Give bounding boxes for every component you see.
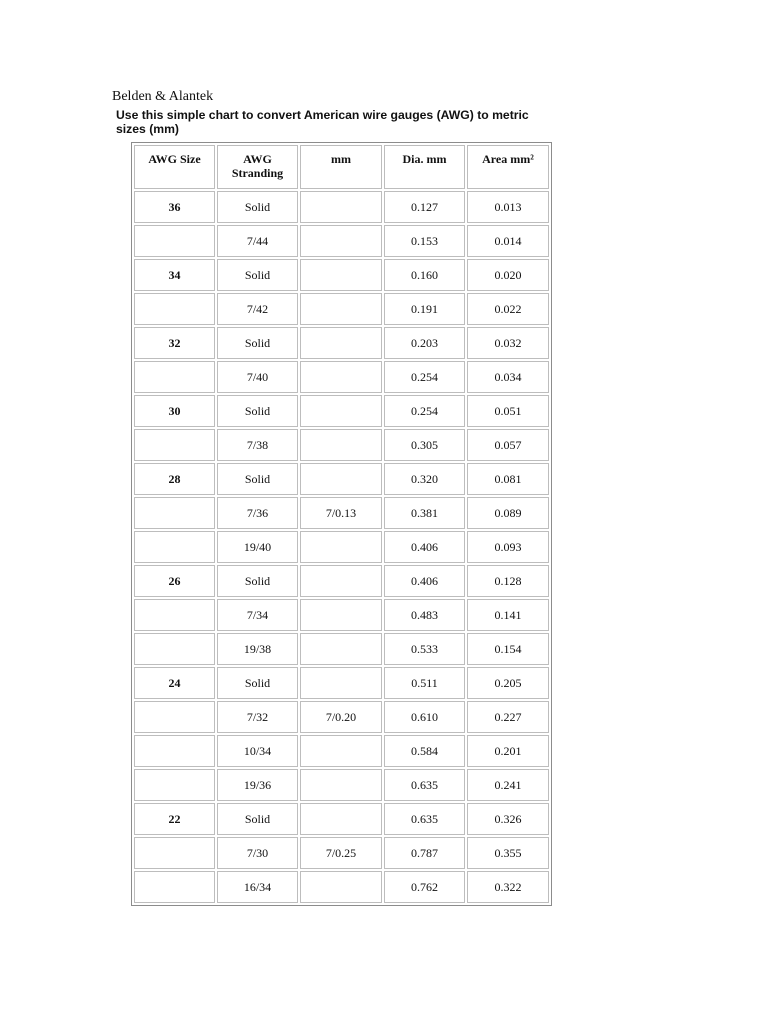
table-row (134, 599, 549, 631)
cell-area-mm2: 0.141 (467, 599, 549, 631)
cell-mm (300, 463, 382, 495)
cell-mm (300, 259, 382, 291)
cell-stranding: Solid (217, 191, 298, 223)
header-awg-stranding (217, 145, 298, 189)
cell-dia-mm: 0.483 (384, 599, 465, 631)
header-mm: mm (300, 145, 382, 189)
table-row (134, 769, 549, 801)
table-row (134, 463, 549, 495)
table-row (134, 667, 549, 699)
cell-awg-size: 32 (134, 327, 215, 359)
cell-mm (300, 769, 382, 801)
cell-area-mm2: 0.154 (467, 633, 549, 665)
cell-awg-size: 22 (134, 803, 215, 835)
cell-dia-mm: 0.584 (384, 735, 465, 767)
table-row (134, 497, 549, 529)
cell-stranding: Solid (217, 327, 298, 359)
cell-awg-size: 26 (134, 565, 215, 597)
cell-awg-size (134, 225, 215, 257)
cell-mm (300, 633, 382, 665)
cell-area-mm2: 0.227 (467, 701, 549, 733)
cell-awg-size (134, 769, 215, 801)
cell-dia-mm: 0.381 (384, 497, 465, 529)
cell-stranding: 7/42 (217, 293, 298, 325)
cell-mm (300, 735, 382, 767)
cell-dia-mm: 0.153 (384, 225, 465, 257)
cell-mm (300, 565, 382, 597)
cell-stranding: 7/38 (217, 429, 298, 461)
table-row (134, 395, 549, 427)
cell-mm (300, 395, 382, 427)
cell-area-mm2: 0.322 (467, 871, 549, 903)
cell-awg-size (134, 837, 215, 869)
cell-stranding: Solid (217, 667, 298, 699)
cell-mm (300, 531, 382, 563)
cell-stranding: Solid (217, 259, 298, 291)
table-body (134, 191, 549, 903)
cell-area-mm2: 0.326 (467, 803, 549, 835)
cell-stranding: 19/38 (217, 633, 298, 665)
cell-awg-size (134, 531, 215, 563)
cell-area-mm2: 0.205 (467, 667, 549, 699)
cell-dia-mm: 0.203 (384, 327, 465, 359)
cell-area-mm2: 0.022 (467, 293, 549, 325)
table-row (134, 837, 549, 869)
cell-area-mm2: 0.093 (467, 531, 549, 563)
table-row (134, 701, 549, 733)
cell-dia-mm: 0.787 (384, 837, 465, 869)
header-area-mm2: Area mm² (467, 145, 549, 189)
cell-area-mm2: 0.051 (467, 395, 549, 427)
cell-stranding: Solid (217, 463, 298, 495)
brand-title: Belden & Alantek (112, 89, 214, 104)
table-row (134, 259, 549, 291)
cell-awg-size (134, 361, 215, 393)
cell-stranding: 10/34 (217, 735, 298, 767)
cell-stranding: 7/40 (217, 361, 298, 393)
cell-area-mm2: 0.014 (467, 225, 549, 257)
cell-dia-mm: 0.610 (384, 701, 465, 733)
cell-area-mm2: 0.241 (467, 769, 549, 801)
cell-mm: 7/0.20 (300, 701, 382, 733)
cell-mm (300, 429, 382, 461)
cell-dia-mm: 0.160 (384, 259, 465, 291)
cell-mm (300, 191, 382, 223)
cell-mm (300, 599, 382, 631)
cell-dia-mm: 0.320 (384, 463, 465, 495)
cell-mm (300, 871, 382, 903)
cell-mm: 7/0.13 (300, 497, 382, 529)
cell-mm (300, 293, 382, 325)
cell-area-mm2: 0.020 (467, 259, 549, 291)
cell-dia-mm: 0.406 (384, 565, 465, 597)
page-subtitle: Use this simple chart to convert American wire gauges (AWG) to metric sizes (mm) (116, 108, 529, 136)
cell-stranding: 16/34 (217, 871, 298, 903)
cell-stranding: Solid (217, 395, 298, 427)
cell-dia-mm: 0.254 (384, 395, 465, 427)
table-row (134, 361, 549, 393)
cell-awg-size: 30 (134, 395, 215, 427)
cell-awg-size (134, 633, 215, 665)
cell-awg-size (134, 735, 215, 767)
cell-stranding: Solid (217, 565, 298, 597)
cell-awg-size (134, 701, 215, 733)
cell-dia-mm: 0.762 (384, 871, 465, 903)
header-awg-size: AWG Size (134, 145, 215, 189)
cell-mm: 7/0.25 (300, 837, 382, 869)
cell-area-mm2: 0.057 (467, 429, 549, 461)
cell-stranding: 19/36 (217, 769, 298, 801)
table-row (134, 327, 549, 359)
cell-dia-mm: 0.635 (384, 803, 465, 835)
cell-area-mm2: 0.128 (467, 565, 549, 597)
cell-mm (300, 803, 382, 835)
table-row (134, 735, 549, 767)
cell-area-mm2: 0.201 (467, 735, 549, 767)
cell-awg-size (134, 599, 215, 631)
cell-area-mm2: 0.034 (467, 361, 549, 393)
table-header-row (134, 145, 549, 189)
cell-awg-size: 36 (134, 191, 215, 223)
table-row (134, 803, 549, 835)
cell-area-mm2: 0.032 (467, 327, 549, 359)
cell-awg-size (134, 293, 215, 325)
cell-dia-mm: 0.127 (384, 191, 465, 223)
cell-area-mm2: 0.013 (467, 191, 549, 223)
cell-dia-mm: 0.533 (384, 633, 465, 665)
header-awg-stranding-line2: Stranding (231, 166, 284, 180)
cell-mm (300, 327, 382, 359)
cell-stranding: 19/40 (217, 531, 298, 563)
cell-dia-mm: 0.305 (384, 429, 465, 461)
cell-dia-mm: 0.635 (384, 769, 465, 801)
cell-stranding: 7/34 (217, 599, 298, 631)
table-row (134, 225, 549, 257)
cell-stranding: Solid (217, 803, 298, 835)
cell-stranding: 7/36 (217, 497, 298, 529)
table-row (134, 871, 549, 903)
cell-mm (300, 667, 382, 699)
cell-awg-size: 34 (134, 259, 215, 291)
table-row (134, 633, 549, 665)
awg-conversion-table (131, 142, 552, 906)
cell-stranding: 7/30 (217, 837, 298, 869)
cell-awg-size (134, 871, 215, 903)
cell-area-mm2: 0.081 (467, 463, 549, 495)
cell-area-mm2: 0.355 (467, 837, 549, 869)
table-row (134, 531, 549, 563)
cell-awg-size (134, 429, 215, 461)
cell-awg-size (134, 497, 215, 529)
table-row (134, 293, 549, 325)
table-row (134, 191, 549, 223)
header-awg-stranding-line1: AWG (243, 152, 272, 166)
cell-awg-size: 28 (134, 463, 215, 495)
cell-awg-size: 24 (134, 667, 215, 699)
cell-stranding: 7/32 (217, 701, 298, 733)
cell-dia-mm: 0.254 (384, 361, 465, 393)
cell-mm (300, 361, 382, 393)
cell-stranding: 7/44 (217, 225, 298, 257)
cell-area-mm2: 0.089 (467, 497, 549, 529)
header-dia-mm: Dia. mm (384, 145, 465, 189)
cell-mm (300, 225, 382, 257)
table-row (134, 565, 549, 597)
cell-dia-mm: 0.191 (384, 293, 465, 325)
cell-dia-mm: 0.511 (384, 667, 465, 699)
table-row (134, 429, 549, 461)
cell-dia-mm: 0.406 (384, 531, 465, 563)
